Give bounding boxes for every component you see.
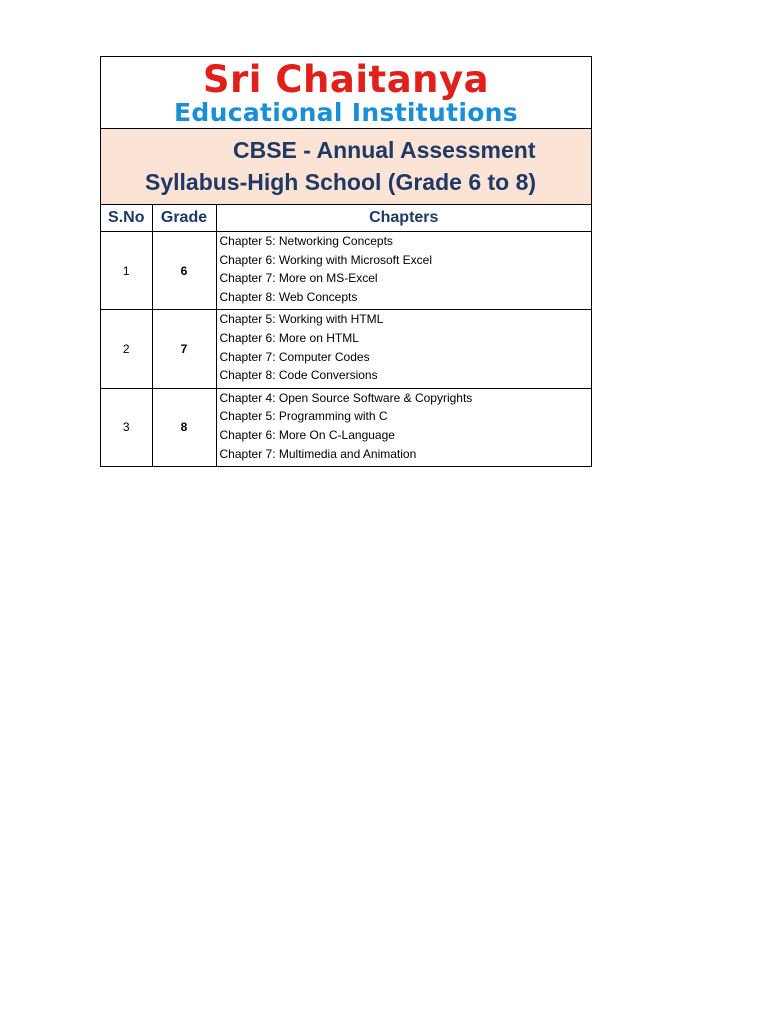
header-sno: S.No <box>101 205 152 232</box>
chapter-item: Chapter 4: Open Source Software & Copyrights <box>219 390 473 405</box>
syllabus-sheet <box>100 56 592 467</box>
header-grade: Grade <box>152 205 216 232</box>
row-chapters <box>216 232 591 310</box>
chapter-item: Chapter 6: More On C-Language <box>219 427 395 442</box>
row-grade: 8 <box>152 388 216 466</box>
chapter-item: Chapter 7: More on MS-Excel <box>219 271 378 286</box>
chapter-item: Chapter 5: Programming with C <box>219 409 388 424</box>
chapter-item: Chapter 6: Working with Microsoft Excel <box>219 252 433 267</box>
chapter-item: Chapter 8: Code Conversions <box>219 368 378 383</box>
row-grade: 7 <box>152 310 216 388</box>
chapter-item: Chapter 6: More on HTML <box>219 330 359 345</box>
row-sno: 1 <box>101 232 152 310</box>
chapter-item: Chapter 8: Web Concepts <box>219 289 358 304</box>
institution-logo <box>101 57 591 129</box>
table-header-row <box>101 205 591 232</box>
title-line-2: Syllabus-High School (Grade 6 to 8) <box>145 169 537 195</box>
table-row <box>101 388 591 466</box>
table-row <box>101 310 591 388</box>
row-chapters <box>216 310 591 388</box>
chapter-item: Chapter 5: Working with HTML <box>219 312 384 327</box>
chapter-item: Chapter 7: Multimedia and Animation <box>219 446 417 461</box>
table-row <box>101 232 591 310</box>
title-line-1: CBSE - Annual Assessment <box>233 137 536 163</box>
row-sno: 3 <box>101 388 152 466</box>
header-chapters: Chapters <box>216 205 591 232</box>
logo-name: Sri Chaitanya <box>202 58 490 101</box>
row-sno: 2 <box>101 310 152 388</box>
logo-subtitle: Educational Institutions <box>174 98 518 127</box>
row-grade: 6 <box>152 232 216 310</box>
syllabus-table <box>101 205 591 466</box>
chapter-item: Chapter 5: Networking Concepts <box>219 234 393 248</box>
document-title <box>101 129 591 205</box>
chapter-item: Chapter 7: Computer Codes <box>219 349 370 364</box>
row-chapters <box>216 388 591 466</box>
